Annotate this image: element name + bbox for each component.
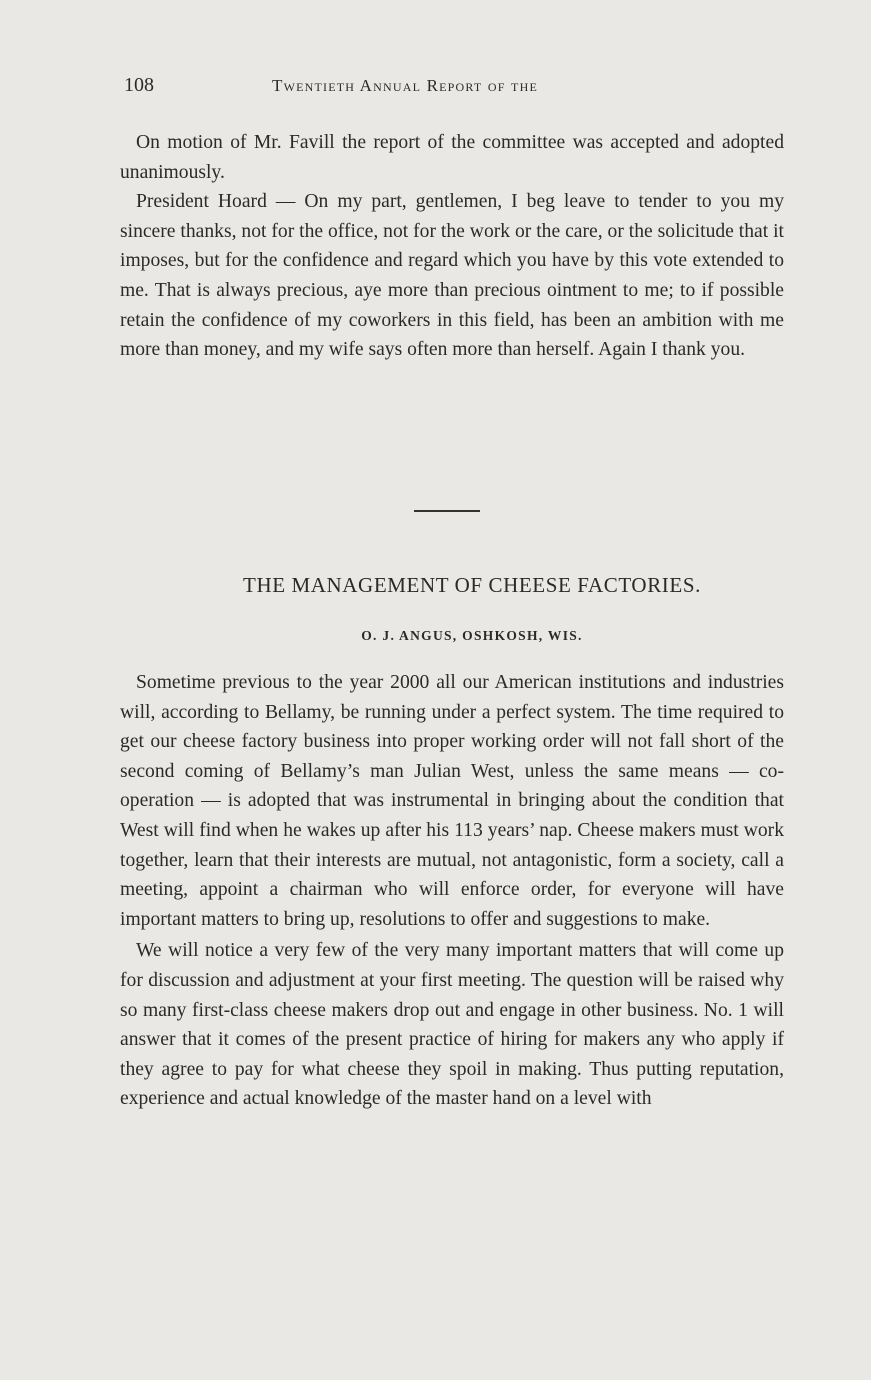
paragraph: President Hoard — On my part, gentlemen, I beg leave to tender to you my sincere thanks, not for the office, not for the work or the care, or the solicitude that it imposes, but for the confidence and regard which you have by this vote extended to me. That is always precious, aye more than precious ointment to me; to if possible retain the confidence of my coworkers in this field, has been an ambition with me more than money, and my wife says often more than herself. Again I thank you.: [120, 191, 784, 361]
author-line: O. J. ANGUS, OSHKOSH, WIS.: [361, 628, 583, 643]
article-title: THE MANAGEMENT OF CHEESE FACTORIES.: [243, 573, 701, 597]
report-section: [120, 128, 784, 365]
page-number: 108: [124, 74, 154, 96]
section-divider: [414, 510, 480, 512]
page-header: [124, 74, 644, 104]
paragraph: We will notice a very few of the very many important matters that will come up for discussion and adjustment at your first meeting. The question will be raised why so many first-class cheese makers drop out and engage in other business. No. 1 will answer that it comes of the present practice of hiring for makers any who apply if they agree to pay for what cheese they spoil in making. Thus putting reputation, experience and actual knowledge of the master hand on a level with: [120, 940, 784, 1110]
article-body: [120, 668, 784, 1114]
running-head: Twentieth Annual Report of the: [272, 76, 538, 95]
paragraph: On motion of Mr. Favill the report of the committee was accepted and adopted unanimously.: [120, 132, 784, 183]
paragraph: Sometime previous to the year 2000 all our American institutions and industries will, according to Bellamy, be running under a perfect system. The time required to get our cheese factory business into proper working order will not fall short of the second coming of Bellamy’s man Julian West, unless the same means — co-operation — is adopted that was instrumental in bringing about the condition that West will find when he wakes up after his 113 years’ nap. Cheese makers must work together, learn that their interests are mutual, not antagonistic, form a society, call a meeting, appoint a chairman who will enforce order, for everyone will have important matters to bring up, resolutions to offer and suggestions to make.: [120, 672, 784, 930]
